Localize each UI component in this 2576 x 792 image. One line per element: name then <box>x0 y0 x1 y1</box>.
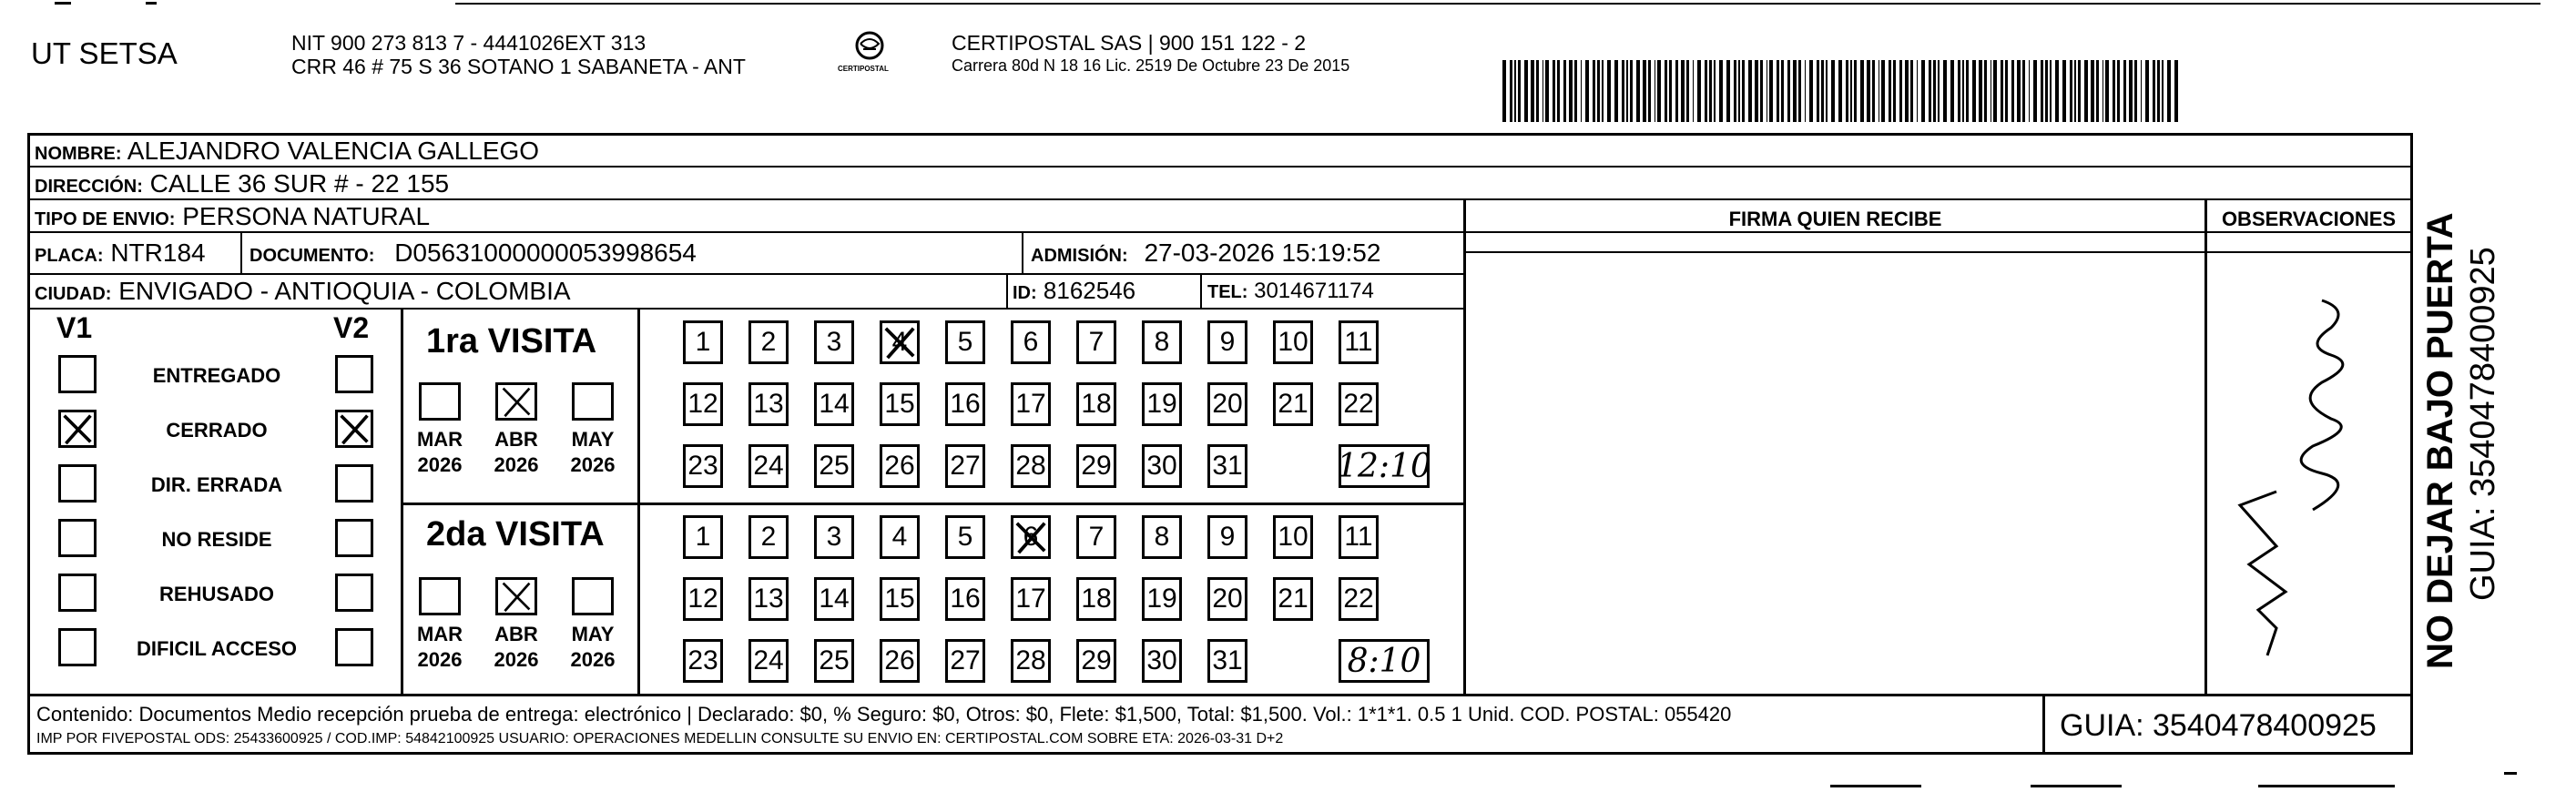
barcode-bar <box>1846 60 1848 122</box>
barcode-bar <box>1777 60 1779 122</box>
first-visit-day-box[interactable]: 6 <box>1011 320 1051 364</box>
barcode-bar <box>1984 60 1987 122</box>
barcode-bar <box>1910 60 1913 122</box>
first-visit-title: 1ra VISITA <box>426 322 597 360</box>
barcode-bar <box>2129 60 2133 122</box>
barcode-bar <box>1821 60 1824 122</box>
second-visit-day-box[interactable]: 24 <box>748 639 789 683</box>
tipo-envio-label: TIPO DE ENVIO: <box>35 209 176 229</box>
barcode-bar <box>1681 60 1685 122</box>
barcode-bar <box>1938 60 1940 122</box>
first-visit-month-label: MAR <box>416 428 463 451</box>
placa-label: PLACA: <box>35 246 104 266</box>
barcode-bar <box>2011 60 2014 122</box>
barcode-bar <box>1518 60 1521 122</box>
scan-mark <box>2504 772 2517 775</box>
second-visit-day-box[interactable]: 28 <box>1011 639 1051 683</box>
first-visit-month-label: MAY <box>571 428 615 451</box>
footer-contenido: Contenido: Documentos Medio recepción prueba de entrega: electrónico | Declarado: $0, % Seguro: $0, Otros: $0, Flete: $1,500, Total: $1,500. Vol.: 1*1*1. 0.5 1 Unid. COD. POSTAL: 055420 <box>36 703 1732 726</box>
second-visit-day-box[interactable]: 26 <box>880 639 920 683</box>
documento-label: DOCUMENTO: <box>249 246 375 266</box>
first-visit-day-box[interactable]: 19 <box>1142 382 1182 426</box>
barcode-bar <box>2091 60 2094 122</box>
barcode-bar <box>2123 60 2126 122</box>
barcode-bar <box>1531 60 1534 122</box>
x-mark-icon <box>882 323 917 361</box>
status-label: DIR. ERRADA <box>150 473 283 496</box>
admision-row <box>1031 240 1380 266</box>
x-mark-icon <box>61 412 94 445</box>
id-label: ID: <box>1013 283 1037 303</box>
second-visit-day-box[interactable]: 19 <box>1142 577 1182 621</box>
barcode-bar <box>1899 60 1902 122</box>
second-visit-day-box[interactable]: 15 <box>880 577 920 621</box>
second-visit-month-checkbox[interactable] <box>419 577 461 615</box>
barcode-bar <box>1755 60 1758 122</box>
first-visit-month-label: ABR <box>494 428 538 451</box>
scan-mark <box>146 2 157 5</box>
barcode-bar <box>1979 60 1982 122</box>
second-visit-day-box[interactable]: 20 <box>1207 577 1247 621</box>
barcode-bar <box>1889 60 1891 122</box>
barcode-bar <box>2096 60 2099 122</box>
second-visit-day-box[interactable]: 6 <box>1011 515 1051 559</box>
barcode-bar <box>1850 60 1852 122</box>
status-label: ENTREGADO <box>152 364 281 387</box>
first-visit-day-box[interactable]: 9 <box>1207 320 1247 364</box>
documento-value: D05631000000053998654 <box>394 239 697 267</box>
nombre-label: NOMBRE: <box>35 144 122 164</box>
scan-mark <box>1830 785 1921 787</box>
second-visit-time-box: 8:10 <box>1339 639 1430 683</box>
observaciones-label: OBSERVACIONES <box>2221 208 2397 230</box>
address-line: CRR 46 # 75 S 36 SOTANO 1 SABANETA - ANT <box>291 55 746 78</box>
barcode-bar <box>1867 60 1870 122</box>
barcode-bar <box>2078 60 2081 122</box>
barcode-bar <box>1514 60 1516 122</box>
first-visit-day-box[interactable]: 18 <box>1076 382 1116 426</box>
status-v2-checkbox[interactable] <box>335 574 373 612</box>
status-v2-checkbox[interactable] <box>335 519 373 557</box>
second-visit-day-box[interactable]: 7 <box>1076 515 1116 559</box>
barcode-bar <box>1714 60 1716 122</box>
barcode-bar <box>2029 60 2030 122</box>
barcode-bar <box>1563 60 1566 122</box>
scan-mark <box>2258 785 2395 787</box>
v1-label: V1 <box>56 311 93 344</box>
second-visit-day-box[interactable]: 1 <box>683 515 723 559</box>
barcode-bar <box>1593 60 1595 122</box>
nombre-row <box>35 138 539 164</box>
first-visit-day-box[interactable]: 31 <box>1207 444 1247 488</box>
id-value: 8162546 <box>1043 277 1136 304</box>
barcode-bar <box>1905 60 1909 122</box>
status-v2-checkbox[interactable] <box>335 628 373 666</box>
company-name: UT SETSA <box>31 36 178 70</box>
barcode <box>1502 60 2185 122</box>
barcode-bar <box>2157 60 2160 122</box>
barcode-bar <box>1798 60 1801 122</box>
barcode-bar <box>1502 60 1506 122</box>
barcode-bar <box>2167 60 2171 122</box>
barcode-bar <box>2162 60 2164 122</box>
x-mark-icon <box>1013 518 1048 556</box>
nombre-value: ALEJANDRO VALENCIA GALLEGO <box>127 137 540 165</box>
barcode-bar <box>1574 60 1577 122</box>
barcode-bar <box>2074 60 2076 122</box>
barcode-bar <box>1585 60 1589 122</box>
tipo-envio-value: PERSONA NATURAL <box>182 202 431 230</box>
barcode-bar <box>1524 60 1528 122</box>
status-v1-checkbox[interactable] <box>58 628 97 666</box>
status-v1-checkbox[interactable] <box>58 574 97 612</box>
barcode-bar <box>1993 60 1997 122</box>
nit-line: NIT 900 273 813 7 - 4441026EXT 313 <box>291 31 647 55</box>
barcode-bar <box>1726 60 1730 122</box>
first-visit-day-box[interactable]: 15 <box>880 382 920 426</box>
tel-row <box>1207 280 1374 302</box>
barcode-bar <box>2113 60 2115 122</box>
tipo-envio-row <box>35 204 430 229</box>
barcode-bar <box>2055 60 2059 122</box>
second-visit-day-box[interactable]: 13 <box>748 577 789 621</box>
barcode-bar <box>2141 60 2142 122</box>
first-visit-day-box[interactable]: 26 <box>880 444 920 488</box>
barcode-bar <box>1643 60 1646 122</box>
first-visit-time-box: 12:10 <box>1339 444 1430 488</box>
barcode-bar <box>1686 60 1689 122</box>
barcode-bar <box>1657 60 1661 122</box>
admision-label: ADMISIÓN: <box>1031 246 1128 266</box>
barcode-bar <box>1966 60 1969 122</box>
tel-label: TEL: <box>1207 282 1248 302</box>
barcode-bar <box>2145 60 2149 122</box>
status-v1-checkbox[interactable] <box>58 464 97 503</box>
second-visit-month-checkbox[interactable] <box>572 577 614 615</box>
first-visit-day-box[interactable]: 12 <box>683 382 723 426</box>
barcode-bar <box>2105 60 2109 122</box>
barcode-bar <box>1831 60 1835 122</box>
barcode-bar <box>2001 60 2003 122</box>
second-visit-month-checkbox[interactable] <box>495 577 537 615</box>
status-v2-checkbox[interactable] <box>335 355 373 393</box>
first-visit-day-box[interactable]: 13 <box>748 382 789 426</box>
ciudad-value: ENVIGADO - ANTIOQUIA - COLOMBIA <box>118 277 571 305</box>
barcode-bar <box>1705 60 1707 122</box>
second-visit-day-box[interactable]: 29 <box>1076 639 1116 683</box>
barcode-bar <box>2117 60 2120 122</box>
first-visit-day-box[interactable]: 20 <box>1207 382 1247 426</box>
second-visit-day-box[interactable]: 5 <box>945 515 985 559</box>
barcode-bar <box>1693 60 1694 122</box>
barcode-bar <box>1734 60 1736 122</box>
second-visit-day-box[interactable]: 27 <box>945 639 985 683</box>
barcode-bar <box>1958 60 1960 122</box>
barcode-bar <box>1921 60 1925 122</box>
certipostal-logo: CERTIPOSTAL <box>838 25 901 80</box>
form-border-right <box>2410 133 2413 755</box>
first-visit-day-box[interactable]: 21 <box>1273 382 1313 426</box>
first-visit-month-checkbox[interactable] <box>419 382 461 421</box>
first-visit-year-label: 2026 <box>417 453 463 476</box>
barcode-bar <box>1697 60 1701 122</box>
barcode-bar <box>1793 60 1797 122</box>
first-visit-day-box[interactable]: 4 <box>880 320 920 364</box>
barcode-bar <box>2045 60 2048 122</box>
barcode-bar <box>2041 60 2043 122</box>
second-visit-day-box[interactable]: 18 <box>1076 577 1116 621</box>
status-label: NO RESIDE <box>161 528 272 551</box>
barcode-bar <box>1622 60 1624 122</box>
barcode-bar <box>2005 60 2008 122</box>
barcode-bar <box>2022 60 2025 122</box>
first-visit-year-label: 2026 <box>494 453 539 476</box>
barcode-bar <box>1787 60 1790 122</box>
x-mark-icon <box>498 580 535 613</box>
first-visit-day-box[interactable]: 17 <box>1011 382 1051 426</box>
second-visit-month-label: MAR <box>416 623 463 645</box>
second-visit-day-box[interactable]: 2 <box>748 515 789 559</box>
barcode-bar <box>1709 60 1712 122</box>
barcode-bar <box>1760 60 1763 122</box>
status-v1-checkbox[interactable] <box>58 410 97 448</box>
x-mark-icon <box>498 385 535 418</box>
barcode-bar <box>1860 60 1864 122</box>
barcode-bar <box>1817 60 1819 122</box>
second-visit-day-box[interactable]: 12 <box>683 577 723 621</box>
scan-mark <box>2031 785 2122 787</box>
second-visit-day-box[interactable]: 31 <box>1207 639 1247 683</box>
second-visit-day-box[interactable]: 23 <box>683 639 723 683</box>
second-visit-day-box[interactable]: 8 <box>1142 515 1182 559</box>
first-visit-day-box[interactable]: 29 <box>1076 444 1116 488</box>
direccion-label: DIRECCIÓN: <box>35 177 143 197</box>
first-visit-day-box[interactable]: 22 <box>1339 382 1379 426</box>
second-visit-day-box[interactable]: 14 <box>814 577 854 621</box>
side-notice: NO DEJAR BAJO PUERTA <box>2420 212 2460 669</box>
handwritten-signature <box>2222 291 2386 674</box>
barcode-bar <box>1781 60 1784 122</box>
first-visit-day-box[interactable]: 7 <box>1076 320 1116 364</box>
first-visit-day-box[interactable]: 27 <box>945 444 985 488</box>
first-visit-day-box[interactable]: 28 <box>1011 444 1051 488</box>
barcode-bar <box>1809 60 1813 122</box>
scan-mark <box>455 3 2540 5</box>
carrier-name: CERTIPOSTAL SAS | 900 151 122 - 2 <box>952 31 1307 55</box>
first-visit-day-box[interactable]: 5 <box>945 320 985 364</box>
v2-label: V2 <box>333 311 370 344</box>
barcode-bar <box>1581 60 1582 122</box>
barcode-bar <box>1545 60 1549 122</box>
status-v1-checkbox[interactable] <box>58 355 97 393</box>
barcode-bar <box>2050 60 2052 122</box>
barcode-bar <box>1675 60 1678 122</box>
first-visit-day-box[interactable]: 25 <box>814 444 854 488</box>
documento-row <box>249 240 697 266</box>
barcode-bar <box>1872 60 1875 122</box>
barcode-bar <box>1602 60 1604 122</box>
direccion-value: CALLE 36 SUR # - 22 155 <box>149 169 450 198</box>
barcode-bar <box>1553 60 1555 122</box>
carrier-license: Carrera 80d N 18 16 Lic. 2519 De Octubre 23 De 2015 <box>952 56 1350 75</box>
ciudad-row <box>35 279 571 304</box>
barcode-bar <box>1950 60 1954 122</box>
barcode-bar <box>1669 60 1672 122</box>
form-border-left <box>27 133 30 755</box>
barcode-bar <box>2153 60 2155 122</box>
side-guia: GUIA: 3540478400925 <box>2464 247 2502 601</box>
second-visit-day-box[interactable]: 16 <box>945 577 985 621</box>
status-v2-checkbox[interactable] <box>335 410 373 448</box>
placa-value: NTR184 <box>110 239 206 267</box>
barcode-bar <box>2070 60 2072 122</box>
second-visit-day-box[interactable]: 3 <box>814 515 854 559</box>
barcode-bar <box>1972 60 1976 122</box>
barcode-bar <box>2134 60 2137 122</box>
tel-value: 3014671174 <box>1254 279 1374 303</box>
status-v2-checkbox[interactable] <box>335 464 373 503</box>
barcode-bar <box>1742 60 1745 122</box>
form-border-top <box>27 133 2413 136</box>
ciudad-label: CIUDAD: <box>35 284 112 304</box>
placa-row <box>35 240 206 266</box>
barcode-bar <box>1510 60 1512 122</box>
barcode-bar <box>1826 60 1828 122</box>
second-visit-day-box[interactable]: 22 <box>1339 577 1379 621</box>
barcode-bar <box>2174 60 2178 122</box>
first-visit-day-box[interactable]: 10 <box>1273 320 1313 364</box>
second-visit-day-box[interactable]: 30 <box>1142 639 1182 683</box>
barcode-bar <box>1648 60 1651 122</box>
admision-value: 27-03-2026 15:19:52 <box>1144 239 1381 267</box>
status-v1-checkbox[interactable] <box>58 519 97 557</box>
barcode-bar <box>1854 60 1857 122</box>
first-visit-day-box[interactable]: 16 <box>945 382 985 426</box>
second-visit-day-box[interactable]: 21 <box>1273 577 1313 621</box>
firma-label: FIRMA QUIEN RECIBE <box>1728 208 1942 230</box>
barcode-bar <box>1838 60 1842 122</box>
second-visit-day-box[interactable]: 9 <box>1207 515 1247 559</box>
barcode-bar <box>1943 60 1947 122</box>
barcode-bar <box>1597 60 1600 122</box>
footer-imp: IMP POR FIVEPOSTAL ODS: 25433600925 / COD.IMP: 54842100925 USUARIO: OPERACIONES MEDELLIN CONSULTE SU ENVIO EN: CERTIPOSTAL.COM SOBRE ETA: 2026-03-31 D+2 <box>36 731 1284 746</box>
status-label: CERRADO <box>166 419 268 442</box>
second-visit-day-box[interactable]: 25 <box>814 639 854 683</box>
barcode-bar <box>2033 60 2037 122</box>
barcode-bar <box>1719 60 1723 122</box>
first-visit-day-box[interactable]: 30 <box>1142 444 1182 488</box>
barcode-bar <box>1636 60 1640 122</box>
status-label: DIFICIL ACCESO <box>136 637 297 660</box>
barcode-bar <box>1536 60 1539 122</box>
barcode-bar <box>2062 60 2066 122</box>
second-visit-title: 2da VISITA <box>426 515 605 553</box>
second-visit-month-label: MAY <box>571 623 615 645</box>
barcode-bar <box>1917 60 1918 122</box>
barcode-bar <box>1738 60 1740 122</box>
second-visit-year-label: 2026 <box>494 648 539 671</box>
first-visit-month-checkbox[interactable] <box>572 382 614 421</box>
second-visit-day-box[interactable]: 17 <box>1011 577 1051 621</box>
first-visit-day-box[interactable]: 1 <box>683 320 723 364</box>
barcode-bar <box>2084 60 2088 122</box>
scan-mark <box>55 2 71 5</box>
barcode-bar <box>1748 60 1752 122</box>
first-visit-month-checkbox[interactable] <box>495 382 537 421</box>
second-visit-day-box[interactable]: 4 <box>880 515 920 559</box>
barcode-bar <box>1607 60 1611 122</box>
status-label: REHUSADO <box>159 583 274 605</box>
barcode-bar <box>1626 60 1628 122</box>
barcode-bar <box>2017 60 2021 122</box>
first-visit-year-label: 2026 <box>570 453 616 476</box>
barcode-bar <box>1881 60 1885 122</box>
first-visit-day-box[interactable]: 3 <box>814 320 854 364</box>
barcode-bar <box>1769 60 1773 122</box>
x-mark-icon <box>338 412 371 445</box>
barcode-bar <box>1665 60 1667 122</box>
first-visit-day-box[interactable]: 23 <box>683 444 723 488</box>
barcode-bar <box>1893 60 1896 122</box>
barcode-bar <box>1630 60 1633 122</box>
first-visit-day-box[interactable]: 24 <box>748 444 789 488</box>
barcode-bar <box>1614 60 1618 122</box>
second-visit-year-label: 2026 <box>417 648 463 671</box>
second-visit-day-box[interactable]: 10 <box>1273 515 1313 559</box>
barcode-bar <box>1929 60 1931 122</box>
first-visit-day-box[interactable]: 8 <box>1142 320 1182 364</box>
second-visit-day-box[interactable]: 11 <box>1339 515 1379 559</box>
barcode-bar <box>1933 60 1936 122</box>
direccion-row <box>35 171 449 197</box>
first-visit-day-box[interactable]: 14 <box>814 382 854 426</box>
footer-guia: GUIA: 3540478400925 <box>2060 708 2377 743</box>
barcode-bar <box>1569 60 1573 122</box>
barcode-bar <box>1805 60 1806 122</box>
first-visit-day-box[interactable]: 2 <box>748 320 789 364</box>
id-row <box>1013 279 1135 302</box>
barcode-bar <box>1962 60 1964 122</box>
second-visit-month-label: ABR <box>494 623 538 645</box>
first-visit-day-box[interactable]: 11 <box>1339 320 1379 364</box>
second-visit-year-label: 2026 <box>570 648 616 671</box>
form-border-bottom <box>27 752 2413 755</box>
barcode-bar <box>1557 60 1560 122</box>
